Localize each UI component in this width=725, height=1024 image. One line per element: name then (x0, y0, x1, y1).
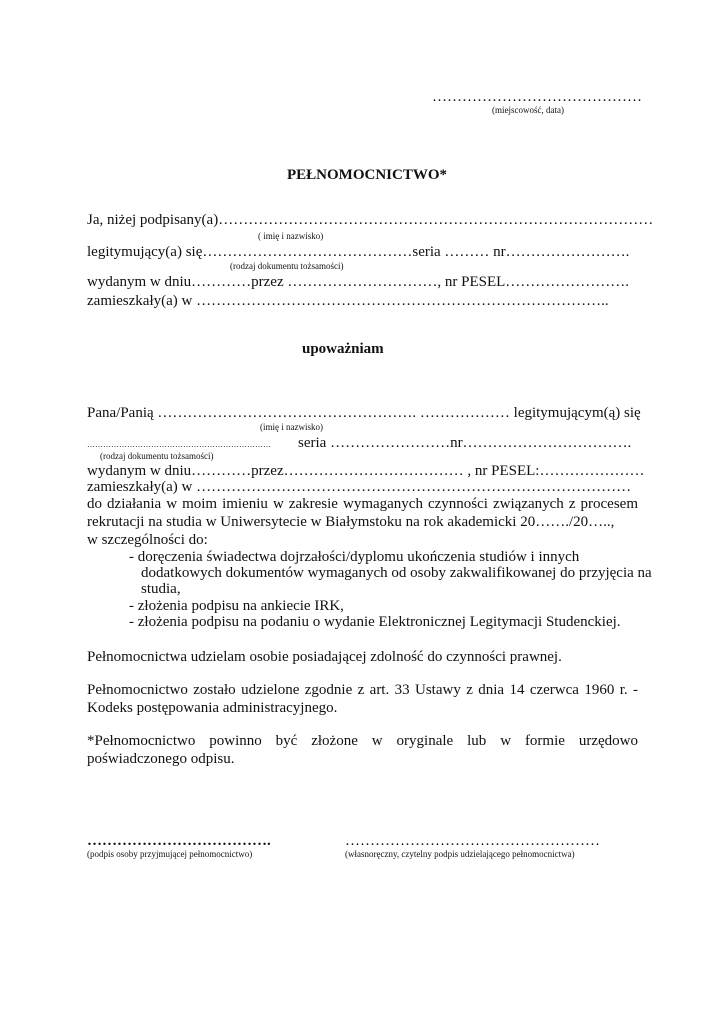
signature-left-caption: (podpis osoby przyjmującej pełnomocnictwo) (87, 849, 253, 859)
grantor-id-caption: (rodzaj dokumentu tożsamości) (230, 261, 344, 271)
scope-item-delivery: - doręczenia świadectwa dojrzałości/dyplomu ukończenia studiów i innych (129, 549, 580, 565)
scope-item-delivery-end: studia, (141, 581, 181, 597)
scope-in-particular: w szczególności do: (87, 532, 208, 548)
legal-basis-statement: Pełnomocnictwo zostało udzielone zgodnie z art. 33 Ustawy z dnia 14 czerwca 1960 r. - Kodeks postępowania administracyjnego. (87, 682, 638, 716)
capacity-statement: Pełnomocnictwa udzielam osobie posiadającej zdolność do czynności prawnej. (87, 649, 562, 665)
attorney-id-caption: (rodzaj dokumentu tożsamości) (100, 451, 214, 461)
signature-left-field[interactable]: ………………………………. (87, 833, 271, 849)
scope-item-els: - złożenia podpisu na podaniu o wydanie Elektronicznej Legitymacji Studenckiej. (129, 614, 621, 630)
attorney-name-caption: (imię i nazwisko) (260, 422, 323, 432)
grantor-name-caption: ( imię i nazwisko) (258, 231, 324, 241)
grantor-address-line[interactable]: zamieszkały(a) w ……………………………………………………………………….. (87, 293, 609, 309)
attorney-name-line[interactable]: Pana/Panią ……………………………………………. ……………… legitymującym(ą) się (87, 405, 641, 421)
grantor-issued-line[interactable]: wydanym w dniu…………przez …………………………, nr PESEL……………………. (87, 274, 630, 290)
grantor-name-line[interactable]: Ja, niżej podpisany(a)…………………………………………………………………………… (87, 212, 654, 228)
grantor-id-line[interactable]: legitymujący(a) się……………………………………seria ……… nr……………………. (87, 244, 630, 260)
scope-item-irk: - złożenia podpisu na ankiecie IRK, (129, 598, 344, 614)
scope-paragraph: do działania w moim imieniu w zakresie wymaganych czynności związanych z procesem rekrutacji na studia w Uniwersytecie w Białymstoku na rok akademicki 20……./20….., (87, 496, 638, 530)
signature-right-field[interactable]: …………………………………………… (345, 833, 600, 849)
authorize-heading: upoważniam (302, 341, 384, 357)
footnote: *Pełnomocnictwo powinno być złożone w oryginale lub w formie urzędowo poświadczonego odpisu. (87, 733, 638, 767)
attorney-id-line[interactable]: seria ……………………nr……………………………. (298, 435, 632, 451)
attorney-issued-line[interactable]: wydanym w dniu…………przez……………………………… , nr PESEL:………………… (87, 463, 645, 479)
attorney-address-line[interactable]: zamieszkały(a) w …………………………………………………………………………… (87, 479, 632, 495)
signature-right-caption: (własnoręczny, czytelny podpis udzielającego pełnomocnictwa) (345, 849, 575, 859)
document-title: PEŁNOMOCNICTWO* (287, 167, 448, 183)
scope-item-delivery-cont: dodatkowych dokumentów wymaganych od osoby zakwalifikowanej do przyjęcia na (141, 565, 652, 581)
attorney-id-type-dots[interactable]: …………………………………………………………… (87, 440, 271, 449)
place-date-caption: (miejscowość, data) (492, 105, 564, 115)
place-date-field[interactable]: …………………………………… (432, 89, 642, 105)
